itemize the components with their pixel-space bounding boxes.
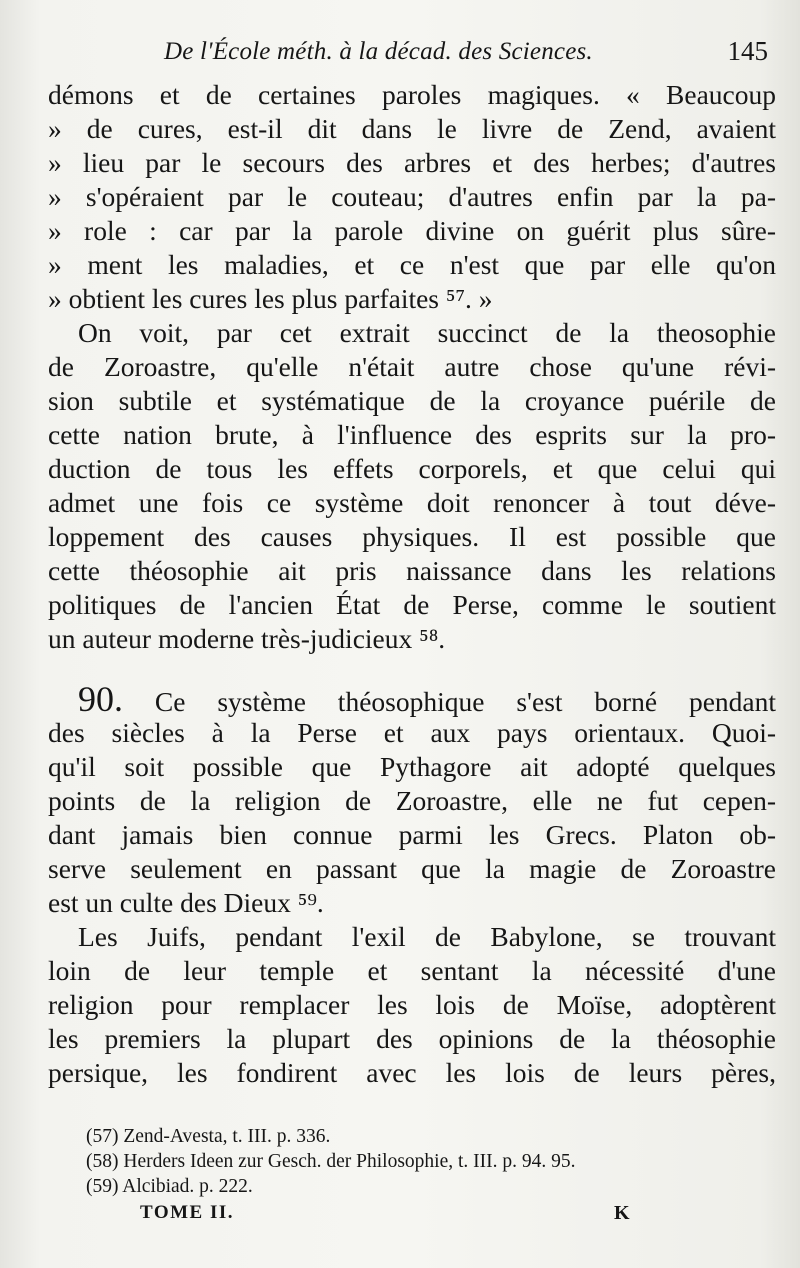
text-line: cette nation brute, à l'influence des esprits sur la pro- [48, 419, 776, 450]
section-gap [48, 656, 776, 682]
text-line: est un culte des Dieux ⁵⁹. [48, 887, 324, 918]
volume-label: TOME II. [140, 1202, 235, 1223]
text-line: admet une fois ce système doit renoncer à tout déve- [48, 487, 776, 518]
footnote: (58) Herders Ideen zur Gesch. der Philosophie, t. III. p. 94. 95. [86, 1151, 576, 1172]
text-line: » lieu par le secours des arbres et des herbes; d'autres [48, 147, 776, 178]
text-line: Ce système théosophique s'est borné pendant [154, 686, 776, 717]
text-line: un auteur moderne très-judicieux ⁵⁸. [48, 623, 446, 654]
text-line: démons et de certaines paroles magiques. « Beaucoup [48, 79, 776, 110]
text-line: loin de leur temple et sentant la nécessité d'une [48, 955, 776, 986]
text-line: On voit, par cet extrait succinct de la theosophie [78, 317, 776, 348]
text-line: » de cures, est-il dit dans le livre de Zend, avaient [48, 113, 776, 144]
section-first-line [48, 679, 776, 719]
text-line: » s'opéraient par le couteau; d'autres enfin par la pa- [48, 181, 776, 212]
running-head [54, 30, 774, 70]
section-number: 90. [78, 679, 123, 719]
text-line: sion subtile et systématique de la croyance puérile de [48, 385, 776, 416]
text-line: les premiers la plupart des opinions de la théosophie [48, 1023, 776, 1054]
text-line: qu'il soit possible que Pythagore ait adopté quelques [48, 751, 776, 782]
text-line: points de la religion de Zoroastre, elle ne fut cepen- [48, 785, 776, 816]
page-number: 145 [727, 36, 768, 66]
text-line: cette théosophie ait pris naissance dans les relations [48, 555, 776, 586]
text-line: serve seulement en passant que la magie de Zoroastre [48, 853, 776, 884]
text-line: Les Juifs, pendant l'exil de Babylone, se trouvant [78, 921, 776, 952]
text-line: » obtient les cures les plus parfaites ⁵⁷. » [48, 283, 493, 314]
footnote: (57) Zend-Avesta, t. III. p. 336. [86, 1126, 331, 1147]
text-line: duction de tous les effets corporels, et que celui qui [48, 453, 776, 484]
body-text [48, 78, 776, 1090]
text-line: loppement des causes physiques. Il est possible que [48, 521, 776, 552]
text-line: religion pour remplacer les lois de Moïse, adoptèrent [48, 989, 776, 1020]
footnotes [86, 1124, 776, 1199]
text-line: persique, les fondirent avec les lois de leurs pères, [48, 1057, 776, 1088]
page-footer [140, 1202, 640, 1232]
running-head-title: De l'École méth. à la décad. des Sciences. [164, 38, 593, 65]
text-line: » ment les maladies, et ce n'est que par elle qu'on [48, 249, 776, 280]
text-line: politiques de l'ancien État de Perse, comme le soutient [48, 589, 776, 620]
text-line: dant jamais bien connue parmi les Grecs. Platon ob- [48, 819, 776, 850]
text-line: » role : car par la parole divine on guérit plus sûre- [48, 215, 776, 246]
text-line: de Zoroastre, qu'elle n'était autre chose qu'une révi- [48, 351, 776, 382]
footnote: (59) Alcibiad. p. 222. [86, 1176, 253, 1197]
signature-mark: K [614, 1202, 630, 1224]
text-line: des siècles à la Perse et aux pays orientaux. Quoi- [48, 717, 776, 748]
